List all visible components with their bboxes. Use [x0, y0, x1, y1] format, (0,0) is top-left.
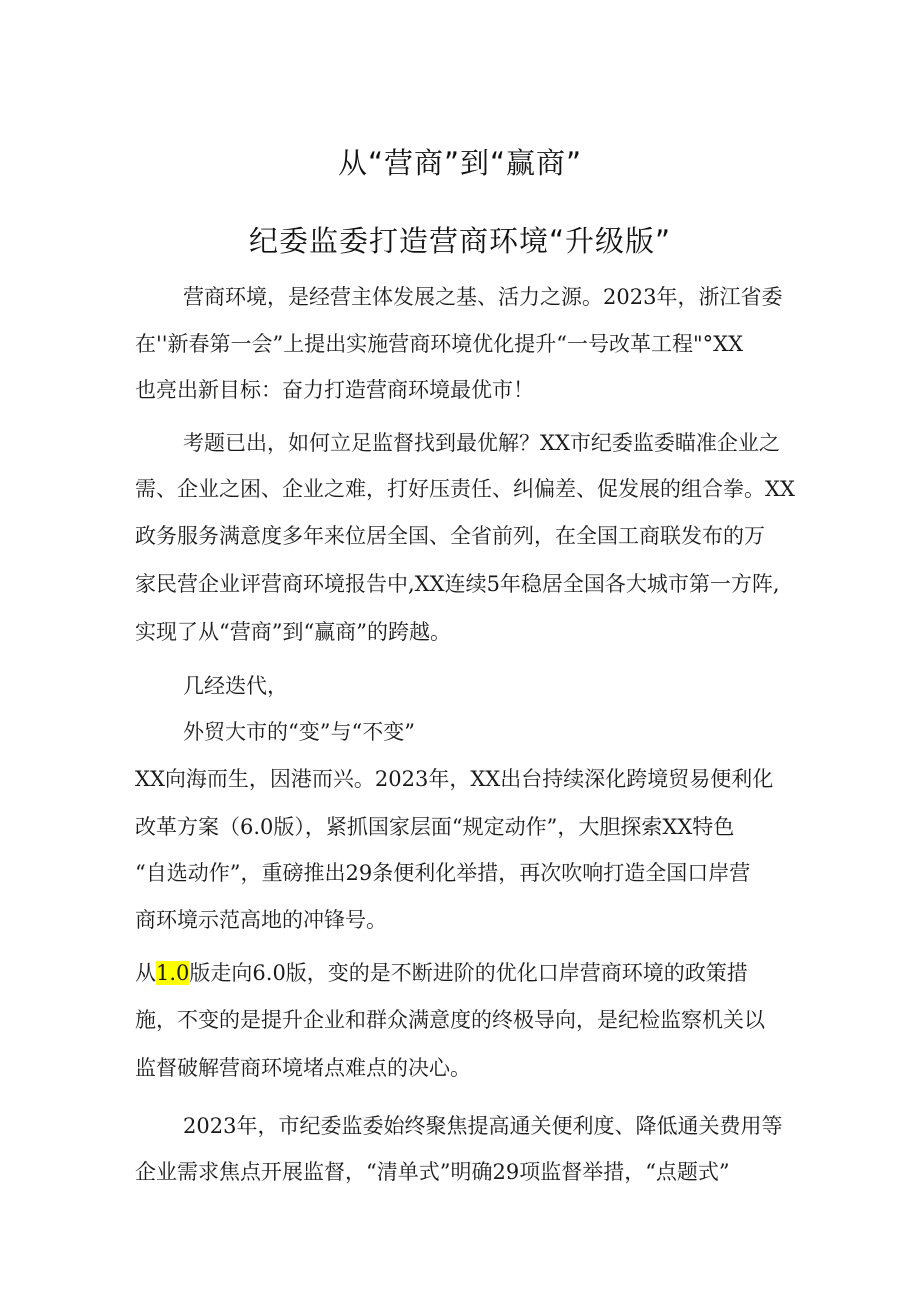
paragraph-line: 商环境示范高地的冲锋号。 [135, 908, 387, 932]
document-title: 从“营商”到“赢商” [337, 146, 583, 180]
paragraph-line: 2023年，市纪委监委始终聚焦提高通关便利度、降低通关费用等 [183, 1114, 783, 1138]
paragraph-line: 改革方案（6.0版），紧抓国家层面“规定动作”，大胆探索XX特色 [135, 815, 735, 839]
paragraph-line: 也亮出新目标：奋力打造营商环境最优市！ [135, 378, 534, 402]
highlighted-text: 1.0 [156, 961, 190, 985]
paragraph-line: 企业需求焦点开展监督，“清单式”明确29项监督举措，“点题式” [135, 1160, 730, 1184]
paragraph-line: 政务服务满意度多年来位居全国、全省前列，在全国工商联发布的万 [135, 524, 765, 548]
paragraph-line: 监督破解营商环境堵点难点的决心。 [135, 1056, 471, 1080]
paragraph-line: 实现了从“营商”到“赢商”的跨越。 [135, 620, 451, 644]
paragraph-line: “自选动作”，重磅推出29条便利化举措，再次吹响打造全国口岸营 [135, 861, 751, 885]
paragraph-line: 考题已出，如何立足监督找到最优解？XX市纪委监委瞄准企业之 [183, 431, 780, 455]
paragraph-line: 施，不变的是提升企业和群众满意度的终极导向，是纪检监察机关以 [135, 1008, 765, 1032]
paragraph-line: XX向海而生，因港而兴。2023年，XX出台持续深化跨境贸易便利化 [135, 767, 774, 791]
paragraph-line: 需、企业之困、企业之难，打好压责任、纠偏差、促发展的组合拳。XX [135, 477, 795, 501]
paragraph-line: 在''新春第一会”上提出实施营商环境优化提升“一号改革工程"°XX [135, 332, 744, 356]
line-text: 版走向6.0版，变的是不断进阶的优化口岸营商环境的政策措 [189, 961, 748, 985]
paragraph-line: 几经迭代， [183, 674, 288, 698]
section-heading: 外贸大市的“变”与“不变” [183, 720, 415, 744]
paragraph-line [135, 958, 748, 988]
document-subtitle: 纪委监委打造营商环境“升级版” [248, 224, 672, 258]
line-text: 从 [135, 961, 156, 985]
paragraph-line: 营商环境，是经营主体发展之基、活力之源。2023年，浙江省委 [183, 285, 783, 309]
paragraph-line: 家民营企业评营商环境报告中,XX连续5年稳居全国各大城市第一方阵, [135, 572, 780, 596]
